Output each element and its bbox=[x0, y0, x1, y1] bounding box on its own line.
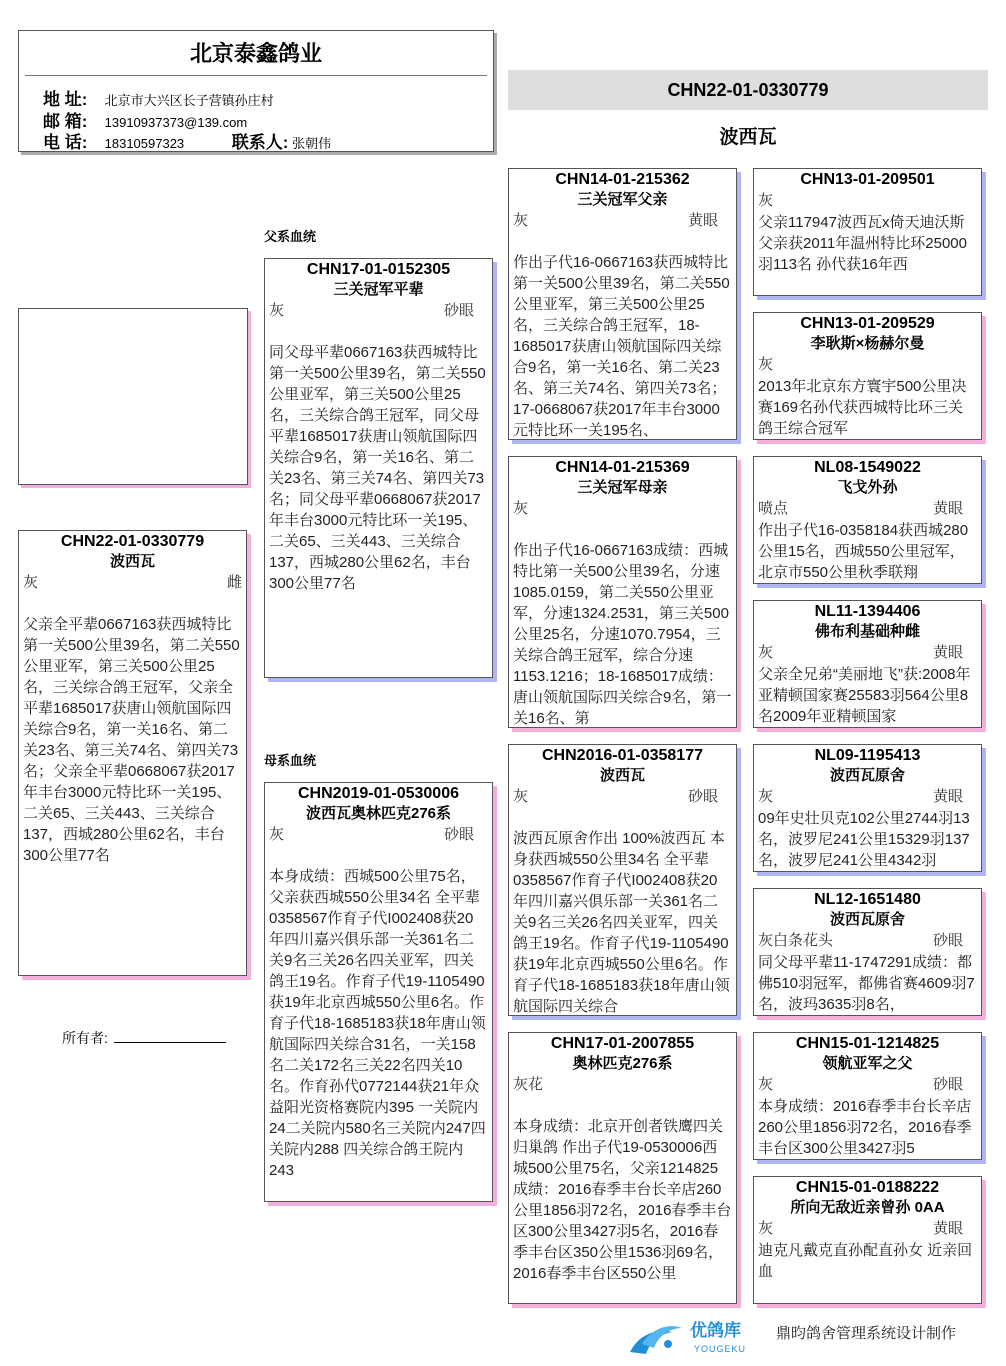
ring-number: CHN2016-01-0358177 bbox=[542, 747, 703, 764]
pedigree-card-sss[interactable] bbox=[753, 168, 982, 296]
traits-row bbox=[754, 354, 981, 376]
plumage-color: 喷点 bbox=[758, 500, 789, 517]
traits-row bbox=[754, 642, 981, 664]
traits-row bbox=[754, 930, 981, 952]
traits-row bbox=[754, 498, 981, 520]
ring-number: CHN13-01-209501 bbox=[800, 171, 935, 188]
plumage-color: 灰 bbox=[513, 212, 529, 229]
contact-label: 联系人: bbox=[231, 133, 289, 152]
owner-blank bbox=[114, 1030, 226, 1043]
address-value: 北京市大兴区长子营镇孙庄村 bbox=[104, 93, 274, 108]
ring-number: CHN13-01-209529 bbox=[800, 315, 935, 332]
pedigree-card-sdd[interactable] bbox=[753, 600, 982, 728]
phone-row bbox=[43, 128, 331, 153]
email-value[interactable]: 13910937373@139.com bbox=[104, 115, 248, 130]
pigeon-notes: 本身成绩：北京开创者铁鹰四关归巢鸽 作出子代19-0530006西城500公里75名，父亲1214825成绩：2016春季丰台长辛店260公里1856羽72名，2016春季丰台区300公里3427羽5名，2016春季丰台区350公里1536羽69名，2016春季丰台区550公里 bbox=[513, 1118, 732, 1282]
ring-number: CHN22-01-0330779 bbox=[60, 533, 205, 550]
header-divider bbox=[25, 75, 487, 76]
subject-ring-banner: CHN22-01-0330779 bbox=[508, 70, 988, 110]
pedigree-card-sds[interactable] bbox=[753, 456, 982, 584]
pedigree-card-dam-sire[interactable] bbox=[508, 744, 737, 1016]
wave-logo-icon bbox=[624, 1314, 764, 1358]
plumage-color: 灰 bbox=[758, 356, 774, 373]
eye-type: 砂眼 bbox=[932, 932, 963, 949]
pigeon-name: 波西瓦 bbox=[599, 767, 645, 784]
plumage-color: 灰 bbox=[269, 826, 285, 843]
plumage-color: 灰 bbox=[513, 788, 529, 805]
phone-value[interactable]: 18310597323 bbox=[104, 136, 185, 151]
pigeon-name: 三关冠军平辈 bbox=[333, 281, 424, 298]
address-label: 地 址: bbox=[43, 90, 88, 109]
ring-number: NL08-1549022 bbox=[814, 459, 921, 476]
eye-type: 砂眼 bbox=[932, 1076, 963, 1093]
pigeon-name: 飞戈外孙 bbox=[837, 479, 898, 496]
plumage-color: 灰 bbox=[758, 192, 774, 209]
pedigree-card-sire-dam[interactable] bbox=[508, 456, 737, 728]
ring-number: CHN2019-01-0530006 bbox=[298, 785, 459, 802]
pigeon-notes: 本身成绩：2016春季丰台长辛店260公里1856羽72名，2016春季丰台区300公里3427羽5 bbox=[758, 1098, 972, 1157]
dam-line-label: 母系血统 bbox=[264, 753, 317, 768]
pigeon-name: 波西瓦原舍 bbox=[829, 767, 905, 784]
ring-number: CHN15-01-1214825 bbox=[795, 1035, 940, 1052]
pedigree-card-dam[interactable] bbox=[264, 782, 493, 1202]
ring-number: CHN17-01-0152305 bbox=[306, 261, 451, 278]
eye-type: 黄眼 bbox=[932, 788, 963, 805]
subject-name: 波西瓦 bbox=[719, 127, 777, 148]
traits-row bbox=[754, 190, 981, 212]
pigeon-notes: 波西瓦原舍作出 100%波西瓦 本身获西城550公里34名 全平辈0358567作育子代I002408获20年四川嘉兴俱乐部一关361名二关9名三关26名四关亚军，四关鸽王19名。作育子代19-1105490获19年北京西城550公里6名。作育子代18-1685183获18年唐山领航国际四关综合 bbox=[513, 830, 730, 1015]
owner-label: 所有者: bbox=[62, 1030, 108, 1046]
plumage-color: 灰 bbox=[758, 644, 774, 661]
phone-label: 电 话: bbox=[43, 133, 88, 152]
traits-row bbox=[509, 1074, 736, 1096]
pigeon-name: 奥林匹克276系 bbox=[572, 1055, 673, 1072]
pedigree-card-ssd[interactable] bbox=[753, 312, 982, 440]
plumage-color: 灰 bbox=[758, 1076, 774, 1093]
plumage-color: 灰 bbox=[513, 500, 529, 517]
ring-number: CHN15-01-0188222 bbox=[795, 1179, 940, 1196]
pedigree-card-dds[interactable] bbox=[753, 1032, 982, 1160]
plumage-color: 灰白条花头 bbox=[758, 932, 834, 949]
pedigree-card-dss[interactable] bbox=[753, 744, 982, 872]
plumage-color: 灰花 bbox=[513, 1076, 544, 1093]
pigeon-notes: 作出子代16-0667163获西城特比第一关500公里39名，第二关550公里亚军，第三关500公里25名，三关综合鸽王冠军，18-1685017获唐山领航国际四关综合9名，第一关16名、第二关23名、第三关74名、第四关73名；17-0668067获2017年丰台3000元特比环一关195名、 bbox=[513, 254, 730, 439]
pigeon-name: 波西瓦原舍 bbox=[829, 911, 905, 928]
pigeon-photo-frame bbox=[18, 308, 248, 485]
traits-row bbox=[754, 786, 981, 808]
pedigree-card-sire[interactable] bbox=[264, 258, 493, 678]
traits-row bbox=[509, 786, 736, 808]
email-label: 邮 箱: bbox=[43, 112, 88, 131]
pigeon-notes: 父亲全平辈0667163获西城特比第一关500公里39名，第二关550公里亚军，第三关500公里25名，三关综合鸽王冠军，父亲全平辈1685017获唐山领航国际四关综合9名，第一关16名、第二关23名、第三关74名、第四关73名；父亲全平辈0668067获2017年丰台3000元特比环一关195、二关65、三关443、三关综合137，西城280公里62名，丰台300公里77名 bbox=[23, 616, 240, 864]
pigeon-name: 佛布利基础种雌 bbox=[814, 623, 920, 640]
footer-credit: 鼎昀鸽舍管理系统设计制作 bbox=[776, 1325, 957, 1342]
pigeon-notes: 作出子代16-0667163成绩：西城特比第一关500公里39名，分速1085.0159，第二关550公里亚军，分速1324.2531，第三关500公里25名，分速1070.7954，三关综合鸽王冠军，综合分速1153.1216；18-1685017成绩：唐山领航国际四关综合9名，第一关16名、第 bbox=[513, 542, 732, 727]
ring-number: CHN14-01-215369 bbox=[555, 459, 690, 476]
traits-row bbox=[754, 1218, 981, 1240]
pedigree-card-dam-dam[interactable] bbox=[508, 1032, 737, 1304]
pigeon-name: 波西瓦奥林匹克276系 bbox=[305, 805, 452, 822]
pigeon-notes: 父亲117947波西瓦x倚天迪沃斯 父亲获2011年温州特比环25000羽113名 孙代获16年西 bbox=[758, 214, 967, 273]
plumage-color: 灰 bbox=[758, 1220, 774, 1237]
eye-type: 砂眼 bbox=[443, 302, 474, 319]
pedigree-card-ddd[interactable] bbox=[753, 1176, 982, 1304]
eye-type: 砂眼 bbox=[687, 788, 718, 805]
ring-number: NL11-1394406 bbox=[814, 603, 921, 620]
ring-number: NL09-1195413 bbox=[814, 747, 921, 764]
pedigree-card-sire-sire[interactable] bbox=[508, 168, 737, 440]
kennel-title: 北京泰鑫鸽业 bbox=[189, 41, 322, 66]
traits-row bbox=[19, 572, 246, 594]
plumage-color: 灰 bbox=[269, 302, 285, 319]
pigeon-name: 三关冠军母亲 bbox=[577, 479, 668, 496]
pigeon-notes: 2013年北京东方寰宇500公里决赛169名孙代获西城特比环三关鸽王综合冠军 bbox=[758, 378, 967, 437]
pedigree-card-dsd[interactable] bbox=[753, 888, 982, 1016]
kennel-header bbox=[18, 30, 494, 152]
plumage-color: 灰 bbox=[758, 788, 774, 805]
eye-type: 黄眼 bbox=[932, 500, 963, 517]
pigeon-notes: 本身成绩：西城500公里75名，父亲获西城550公里34名 全平辈0358567作育子代I002408获20年四川嘉兴俱乐部一关361名二关9名三关26名四关亚军，四关鸽王19名。作育子代19-1105490获19年北京西城550公里6名。作育子代18-1685183获18年唐山领航国际四关综合31名，一关158名二关172名三关22名四关10名。作育孙代0772144获21年众益阳光资格赛院内395 一关院内24二关院内580名三关院内247四关院内288 四关综合鸽王院内243 bbox=[269, 868, 486, 1179]
contact-value: 张朝伟 bbox=[292, 136, 332, 151]
brand-logo bbox=[624, 1314, 764, 1358]
pigeon-name: 所向无敌近亲曾孙 0AA bbox=[790, 1199, 945, 1216]
ring-number: CHN17-01-2007855 bbox=[550, 1035, 695, 1052]
pigeon-notes: 09年史壮贝克102公里2744羽13名，波罗尼241公里15329羽137名，波罗尼241公里4342羽 bbox=[758, 810, 970, 869]
traits-row bbox=[265, 824, 492, 846]
pedigree-card-self[interactable] bbox=[18, 530, 247, 976]
eye-type: 黄眼 bbox=[687, 212, 718, 229]
traits-row bbox=[754, 1074, 981, 1096]
pigeon-notes: 同父母平辈11-1747291成绩：都佛510羽冠军，都佛省赛4609羽7名，波玛3635羽8名， bbox=[758, 954, 975, 1013]
pigeon-name: 三关冠军父亲 bbox=[577, 191, 668, 208]
traits-row bbox=[265, 300, 492, 322]
sire-line-label: 父系血统 bbox=[264, 229, 317, 244]
ring-number: NL12-1651480 bbox=[814, 891, 921, 908]
brand-name-en: YOUGEKU bbox=[694, 1344, 747, 1354]
pigeon-name: 李耿斯×杨赫尔曼 bbox=[810, 335, 925, 352]
brand-name-cn: 优鸽库 bbox=[690, 1321, 741, 1341]
eye-type: 黄眼 bbox=[932, 644, 963, 661]
pigeon-name: 领航亚军之父 bbox=[822, 1055, 913, 1072]
ring-number: CHN14-01-215362 bbox=[555, 171, 690, 188]
pigeon-notes: 作出子代16-0358184获西城280公里15名，西城550公里冠军，北京市550公里秋季联翔 bbox=[758, 522, 969, 581]
eye-type: 砂眼 bbox=[443, 826, 474, 843]
traits-row bbox=[509, 210, 736, 232]
owner-signature-line bbox=[62, 1028, 226, 1048]
traits-row bbox=[509, 498, 736, 520]
pigeon-name: 波西瓦 bbox=[109, 553, 155, 570]
pigeon-notes: 迪克凡戴克直孙配直孙女 近亲回血 bbox=[758, 1242, 973, 1280]
pigeon-notes: 同父母平辈0667163获西城特比第一关500公里39名，第二关550公里亚军，第三关500公里25名，三关综合鸽王冠军，同父母平辈1685017获唐山领航国际四关综合9名，第一关16名、第二关23名、第三关74名、第四关73名；同父母平辈0668067获2017年丰台3000元特比环一关195、二关65、三关443、三关综合137，西城280公里62名，丰台300公里77名 bbox=[269, 344, 486, 592]
plumage-color: 灰 bbox=[23, 574, 39, 591]
eye-type: 雌 bbox=[226, 574, 242, 591]
eye-type: 黄眼 bbox=[932, 1220, 963, 1237]
pigeon-notes: 父亲全兄弟“美丽地飞”获:2008年亚精顿国家赛25583羽564公里8名2009年亚精顿国家 bbox=[758, 666, 971, 725]
